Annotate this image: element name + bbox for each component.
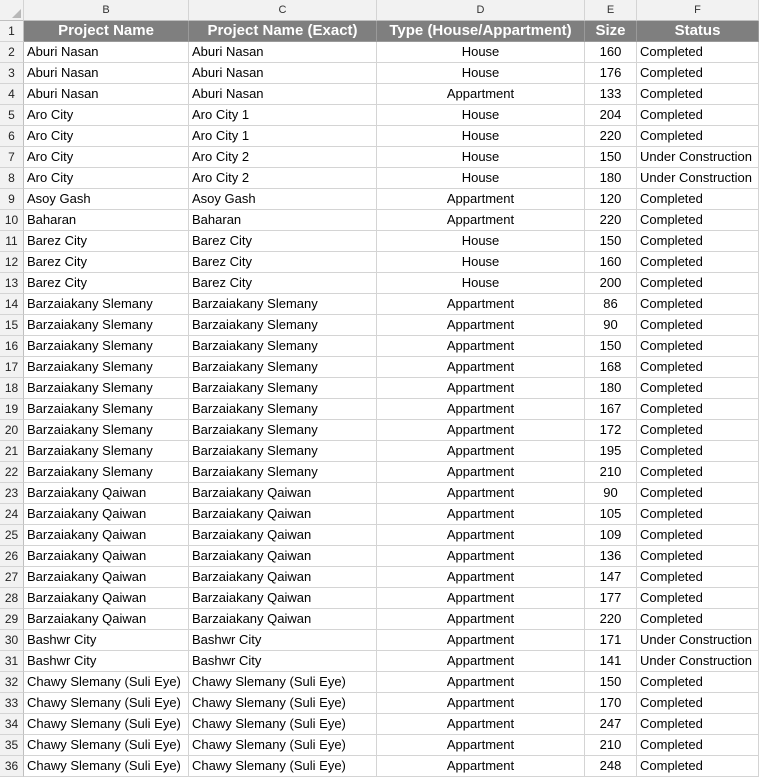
row-number[interactable]: 1 — [0, 21, 24, 42]
cell-type[interactable]: Appartment — [377, 693, 585, 714]
cell-project-name[interactable]: Barzaiakany Qaiwan — [24, 609, 189, 630]
row-number[interactable]: 8 — [0, 168, 24, 189]
row-number[interactable]: 6 — [0, 126, 24, 147]
cell-type[interactable]: Appartment — [377, 525, 585, 546]
cell-project-name-exact[interactable]: Barzaiakany Slemany — [189, 294, 377, 315]
column-header-d[interactable]: D — [377, 0, 585, 21]
table-row — [0, 630, 759, 651]
cell-type[interactable]: Appartment — [377, 336, 585, 357]
cell-project-name[interactable]: Barzaiakany Slemany — [24, 315, 189, 336]
select-all-corner[interactable] — [0, 0, 24, 21]
cell-project-name-exact[interactable]: Barzaiakany Qaiwan — [189, 525, 377, 546]
cell-project-name-exact[interactable]: Aburi Nasan — [189, 42, 377, 63]
cell-project-name[interactable]: Barzaiakany Slemany — [24, 420, 189, 441]
cell-project-name[interactable]: Chawy Slemany (Suli Eye) — [24, 672, 189, 693]
cell-project-name[interactable]: Chawy Slemany (Suli Eye) — [24, 714, 189, 735]
row-number[interactable]: 22 — [0, 462, 24, 483]
cell-project-name-exact[interactable]: Barzaiakany Qaiwan — [189, 504, 377, 525]
cell-status[interactable]: Completed — [637, 231, 759, 252]
cell-size[interactable]: 171 — [585, 630, 637, 651]
cell-status[interactable]: Completed — [637, 273, 759, 294]
cell-project-name-exact[interactable]: Aro City 1 — [189, 126, 377, 147]
cell-status[interactable]: Under Construction — [637, 147, 759, 168]
cell-size[interactable]: 90 — [585, 483, 637, 504]
table-row — [0, 252, 759, 273]
cell-type[interactable]: Appartment — [377, 546, 585, 567]
cell-project-name-exact[interactable]: Aro City 1 — [189, 105, 377, 126]
row-number[interactable]: 26 — [0, 546, 24, 567]
cell-project-name[interactable]: Aro City — [24, 147, 189, 168]
cell-type[interactable]: Appartment — [377, 504, 585, 525]
cell-project-name[interactable]: Aro City — [24, 105, 189, 126]
cell-status[interactable]: Completed — [637, 105, 759, 126]
column-header-c[interactable]: C — [189, 0, 377, 21]
cell-size[interactable]: 167 — [585, 399, 637, 420]
cell-status[interactable]: Completed — [637, 357, 759, 378]
cell-size[interactable]: 195 — [585, 441, 637, 462]
cell-status[interactable]: Completed — [637, 672, 759, 693]
cell-project-name-exact[interactable]: Barez City — [189, 252, 377, 273]
cell-type[interactable]: Appartment — [377, 294, 585, 315]
row-number[interactable]: 11 — [0, 231, 24, 252]
table-row — [0, 756, 759, 777]
row-number[interactable]: 25 — [0, 525, 24, 546]
cell-size[interactable]: 176 — [585, 63, 637, 84]
select-all-triangle-icon — [12, 9, 21, 18]
table-row — [0, 210, 759, 231]
cell-project-name-exact[interactable]: Barzaiakany Qaiwan — [189, 483, 377, 504]
row-number[interactable]: 4 — [0, 84, 24, 105]
cell-status[interactable]: Completed — [637, 588, 759, 609]
table-row — [0, 399, 759, 420]
table-row — [0, 273, 759, 294]
table-row — [0, 105, 759, 126]
row-number[interactable]: 21 — [0, 441, 24, 462]
cell-status[interactable]: Completed — [637, 546, 759, 567]
cell-size[interactable]: 147 — [585, 567, 637, 588]
row-number[interactable]: 15 — [0, 315, 24, 336]
cell-type[interactable]: Appartment — [377, 651, 585, 672]
cell-project-name-exact[interactable]: Barzaiakany Slemany — [189, 378, 377, 399]
row-number[interactable]: 3 — [0, 63, 24, 84]
cell-size[interactable]: 180 — [585, 378, 637, 399]
cell-project-name-exact[interactable]: Barzaiakany Slemany — [189, 399, 377, 420]
cell-size[interactable]: 220 — [585, 210, 637, 231]
cell-project-name[interactable]: Barzaiakany Qaiwan — [24, 525, 189, 546]
cell-type[interactable]: House — [377, 105, 585, 126]
cell-project-name[interactable]: Barzaiakany Slemany — [24, 441, 189, 462]
cell-project-name[interactable]: Baharan — [24, 210, 189, 231]
row-number[interactable]: 19 — [0, 399, 24, 420]
cell-project-name[interactable]: Barez City — [24, 252, 189, 273]
cell-type[interactable]: Appartment — [377, 357, 585, 378]
table-row — [0, 483, 759, 504]
cell-type[interactable]: Appartment — [377, 609, 585, 630]
cell-status[interactable]: Completed — [637, 441, 759, 462]
column-header-b[interactable]: B — [24, 0, 189, 21]
row-number[interactable]: 5 — [0, 105, 24, 126]
row-number[interactable]: 9 — [0, 189, 24, 210]
cell-project-name-exact[interactable]: Barzaiakany Slemany — [189, 441, 377, 462]
row-number[interactable]: 14 — [0, 294, 24, 315]
cell-size[interactable]: 150 — [585, 672, 637, 693]
cell-type[interactable]: Appartment — [377, 378, 585, 399]
cell-project-name[interactable]: Barzaiakany Slemany — [24, 399, 189, 420]
cell-status[interactable]: Completed — [637, 714, 759, 735]
row-number[interactable]: 27 — [0, 567, 24, 588]
cell-status[interactable]: Completed — [637, 189, 759, 210]
cell-status[interactable]: Completed — [637, 42, 759, 63]
row-number[interactable]: 31 — [0, 651, 24, 672]
table-row — [0, 378, 759, 399]
cell-project-name[interactable]: Barzaiakany Qaiwan — [24, 588, 189, 609]
cell-project-name-exact[interactable]: Barzaiakany Slemany — [189, 336, 377, 357]
cell-project-name[interactable]: Chawy Slemany (Suli Eye) — [24, 693, 189, 714]
table-row — [0, 84, 759, 105]
cell-status[interactable]: Completed — [637, 483, 759, 504]
table-row — [0, 609, 759, 630]
row-number[interactable]: 28 — [0, 588, 24, 609]
table-row — [0, 525, 759, 546]
row-number[interactable]: 17 — [0, 357, 24, 378]
cell-type[interactable]: Appartment — [377, 714, 585, 735]
header-cell-type[interactable]: Type (House/Appartment) — [377, 21, 585, 42]
cell-project-name[interactable]: Barez City — [24, 231, 189, 252]
cell-size[interactable]: 248 — [585, 756, 637, 777]
cell-status[interactable]: Completed — [637, 693, 759, 714]
cell-size[interactable]: 136 — [585, 546, 637, 567]
cell-project-name[interactable]: Barzaiakany Qaiwan — [24, 546, 189, 567]
cell-project-name-exact[interactable]: Chawy Slemany (Suli Eye) — [189, 672, 377, 693]
cell-size[interactable]: 177 — [585, 588, 637, 609]
cell-status[interactable]: Completed — [637, 462, 759, 483]
row-number[interactable]: 35 — [0, 735, 24, 756]
cell-type[interactable]: Appartment — [377, 588, 585, 609]
cell-size[interactable]: 220 — [585, 609, 637, 630]
cell-status[interactable]: Completed — [637, 609, 759, 630]
cell-size[interactable]: 90 — [585, 315, 637, 336]
row-number[interactable]: 23 — [0, 483, 24, 504]
table-row — [0, 294, 759, 315]
cell-size[interactable]: 150 — [585, 147, 637, 168]
header-cell-size[interactable]: Size — [585, 21, 637, 42]
cell-size[interactable]: 141 — [585, 651, 637, 672]
cell-status[interactable]: Completed — [637, 84, 759, 105]
cell-size[interactable]: 86 — [585, 294, 637, 315]
row-number[interactable]: 2 — [0, 42, 24, 63]
cell-status[interactable]: Under Construction — [637, 168, 759, 189]
cell-project-name[interactable]: Barzaiakany Qaiwan — [24, 504, 189, 525]
cell-project-name-exact[interactable]: Aro City 2 — [189, 168, 377, 189]
cell-project-name[interactable]: Chawy Slemany (Suli Eye) — [24, 735, 189, 756]
cell-size[interactable]: 180 — [585, 168, 637, 189]
cell-size[interactable]: 220 — [585, 126, 637, 147]
row-number[interactable]: 32 — [0, 672, 24, 693]
table-row — [0, 315, 759, 336]
cell-project-name[interactable]: Barez City — [24, 273, 189, 294]
row-number[interactable]: 36 — [0, 756, 24, 777]
table-row — [0, 231, 759, 252]
cell-project-name-exact[interactable]: Chawy Slemany (Suli Eye) — [189, 693, 377, 714]
cell-size[interactable]: 204 — [585, 105, 637, 126]
cell-size[interactable]: 133 — [585, 84, 637, 105]
cell-project-name-exact[interactable]: Aburi Nasan — [189, 63, 377, 84]
cell-project-name-exact[interactable]: Barzaiakany Qaiwan — [189, 546, 377, 567]
cell-type[interactable]: Appartment — [377, 189, 585, 210]
cell-type[interactable]: Appartment — [377, 420, 585, 441]
cell-project-name-exact[interactable]: Aro City 2 — [189, 147, 377, 168]
cell-project-name[interactable]: Barzaiakany Slemany — [24, 462, 189, 483]
header-cell-project-name[interactable]: Project Name — [24, 21, 189, 42]
cell-status[interactable]: Completed — [637, 567, 759, 588]
cell-project-name-exact[interactable]: Aburi Nasan — [189, 84, 377, 105]
table-row — [0, 588, 759, 609]
cell-type[interactable]: House — [377, 231, 585, 252]
cell-project-name-exact[interactable]: Bashwr City — [189, 630, 377, 651]
table-row — [0, 126, 759, 147]
cell-size[interactable]: 172 — [585, 420, 637, 441]
cell-project-name-exact[interactable]: Barez City — [189, 231, 377, 252]
cell-status[interactable]: Completed — [637, 126, 759, 147]
cell-type[interactable]: Appartment — [377, 441, 585, 462]
row-number[interactable]: 30 — [0, 630, 24, 651]
cell-project-name[interactable]: Chawy Slemany (Suli Eye) — [24, 756, 189, 777]
table-row — [0, 189, 759, 210]
cell-type[interactable]: House — [377, 147, 585, 168]
row-number[interactable]: 13 — [0, 273, 24, 294]
table-row — [0, 147, 759, 168]
cell-status[interactable]: Completed — [637, 336, 759, 357]
cell-project-name-exact[interactable]: Chawy Slemany (Suli Eye) — [189, 714, 377, 735]
row-number[interactable]: 18 — [0, 378, 24, 399]
cell-type[interactable]: Appartment — [377, 672, 585, 693]
table-row — [0, 567, 759, 588]
cell-status[interactable]: Completed — [637, 399, 759, 420]
data-rows — [0, 42, 759, 777]
cell-project-name-exact[interactable]: Bashwr City — [189, 651, 377, 672]
cell-type[interactable]: Appartment — [377, 210, 585, 231]
table-row — [0, 357, 759, 378]
cell-project-name[interactable]: Aburi Nasan — [24, 63, 189, 84]
cell-status[interactable]: Completed — [637, 504, 759, 525]
cell-type[interactable]: Appartment — [377, 84, 585, 105]
row-number[interactable]: 7 — [0, 147, 24, 168]
cell-status[interactable]: Completed — [637, 210, 759, 231]
cell-type[interactable]: House — [377, 273, 585, 294]
cell-size[interactable]: 109 — [585, 525, 637, 546]
cell-type[interactable]: Appartment — [377, 630, 585, 651]
cell-type[interactable]: Appartment — [377, 315, 585, 336]
table-row — [0, 672, 759, 693]
cell-project-name-exact[interactable]: Barzaiakany Slemany — [189, 357, 377, 378]
cell-size[interactable]: 150 — [585, 231, 637, 252]
column-header-e[interactable]: E — [585, 0, 637, 21]
table-row — [0, 651, 759, 672]
cell-size[interactable]: 200 — [585, 273, 637, 294]
cell-size[interactable]: 150 — [585, 336, 637, 357]
table-row — [0, 42, 759, 63]
cell-status[interactable]: Completed — [637, 315, 759, 336]
cell-project-name[interactable]: Aburi Nasan — [24, 84, 189, 105]
cell-type[interactable]: House — [377, 42, 585, 63]
cell-project-name-exact[interactable]: Barez City — [189, 273, 377, 294]
row-number[interactable]: 16 — [0, 336, 24, 357]
cell-project-name[interactable]: Barzaiakany Slemany — [24, 336, 189, 357]
cell-project-name[interactable]: Bashwr City — [24, 651, 189, 672]
cell-size[interactable]: 168 — [585, 357, 637, 378]
header-cell-status[interactable]: Status — [637, 21, 759, 42]
cell-size[interactable]: 105 — [585, 504, 637, 525]
cell-status[interactable]: Completed — [637, 735, 759, 756]
cell-type[interactable]: Appartment — [377, 735, 585, 756]
cell-project-name[interactable]: Barzaiakany Qaiwan — [24, 567, 189, 588]
cell-project-name-exact[interactable]: Barzaiakany Qaiwan — [189, 588, 377, 609]
table-row — [0, 168, 759, 189]
cell-status[interactable]: Completed — [637, 252, 759, 273]
cell-project-name-exact[interactable]: Chawy Slemany (Suli Eye) — [189, 756, 377, 777]
cell-type[interactable]: House — [377, 63, 585, 84]
cell-project-name-exact[interactable]: Chawy Slemany (Suli Eye) — [189, 735, 377, 756]
cell-type[interactable]: Appartment — [377, 756, 585, 777]
header-cell-project-name-exact[interactable]: Project Name (Exact) — [189, 21, 377, 42]
cell-type[interactable]: Appartment — [377, 399, 585, 420]
table-row — [0, 693, 759, 714]
table-row — [0, 546, 759, 567]
row-number[interactable]: 10 — [0, 210, 24, 231]
table-row — [0, 63, 759, 84]
cell-status[interactable]: Completed — [637, 756, 759, 777]
cell-status[interactable]: Completed — [637, 420, 759, 441]
table-header-row — [0, 21, 759, 42]
cell-project-name-exact[interactable]: Barzaiakany Slemany — [189, 462, 377, 483]
row-number[interactable]: 29 — [0, 609, 24, 630]
row-number[interactable]: 12 — [0, 252, 24, 273]
row-number[interactable]: 24 — [0, 504, 24, 525]
cell-size[interactable]: 120 — [585, 189, 637, 210]
cell-project-name-exact[interactable]: Asoy Gash — [189, 189, 377, 210]
cell-project-name[interactable]: Aburi Nasan — [24, 42, 189, 63]
cell-type[interactable]: House — [377, 126, 585, 147]
cell-project-name[interactable]: Bashwr City — [24, 630, 189, 651]
row-number[interactable]: 33 — [0, 693, 24, 714]
cell-type[interactable]: Appartment — [377, 567, 585, 588]
cell-project-name[interactable]: Barzaiakany Slemany — [24, 294, 189, 315]
cell-size[interactable]: 247 — [585, 714, 637, 735]
cell-size[interactable]: 210 — [585, 462, 637, 483]
table-row — [0, 714, 759, 735]
cell-type[interactable]: House — [377, 168, 585, 189]
cell-status[interactable]: Completed — [637, 525, 759, 546]
table-row — [0, 441, 759, 462]
cell-type[interactable]: Appartment — [377, 462, 585, 483]
cell-project-name[interactable]: Aro City — [24, 126, 189, 147]
table-row — [0, 462, 759, 483]
column-header-f[interactable]: F — [637, 0, 759, 21]
table-row — [0, 504, 759, 525]
table-row — [0, 420, 759, 441]
cell-project-name-exact[interactable]: Barzaiakany Slemany — [189, 420, 377, 441]
column-header-bar — [0, 0, 759, 21]
row-number[interactable]: 34 — [0, 714, 24, 735]
cell-size[interactable]: 210 — [585, 735, 637, 756]
cell-project-name[interactable]: Barzaiakany Slemany — [24, 378, 189, 399]
row-number[interactable]: 20 — [0, 420, 24, 441]
cell-project-name-exact[interactable]: Barzaiakany Slemany — [189, 315, 377, 336]
cell-size[interactable]: 160 — [585, 42, 637, 63]
cell-size[interactable]: 160 — [585, 252, 637, 273]
cell-type[interactable]: Appartment — [377, 483, 585, 504]
cell-size[interactable]: 170 — [585, 693, 637, 714]
cell-project-name[interactable]: Barzaiakany Slemany — [24, 357, 189, 378]
cell-project-name-exact[interactable]: Barzaiakany Qaiwan — [189, 567, 377, 588]
cell-status[interactable]: Completed — [637, 378, 759, 399]
cell-project-name[interactable]: Aro City — [24, 168, 189, 189]
cell-project-name-exact[interactable]: Baharan — [189, 210, 377, 231]
table-row — [0, 735, 759, 756]
cell-project-name[interactable]: Barzaiakany Qaiwan — [24, 483, 189, 504]
cell-project-name[interactable]: Asoy Gash — [24, 189, 189, 210]
cell-status[interactable]: Under Construction — [637, 630, 759, 651]
cell-status[interactable]: Under Construction — [637, 651, 759, 672]
cell-project-name-exact[interactable]: Barzaiakany Qaiwan — [189, 609, 377, 630]
cell-type[interactable]: House — [377, 252, 585, 273]
cell-status[interactable]: Completed — [637, 294, 759, 315]
cell-status[interactable]: Completed — [637, 63, 759, 84]
table-row — [0, 336, 759, 357]
